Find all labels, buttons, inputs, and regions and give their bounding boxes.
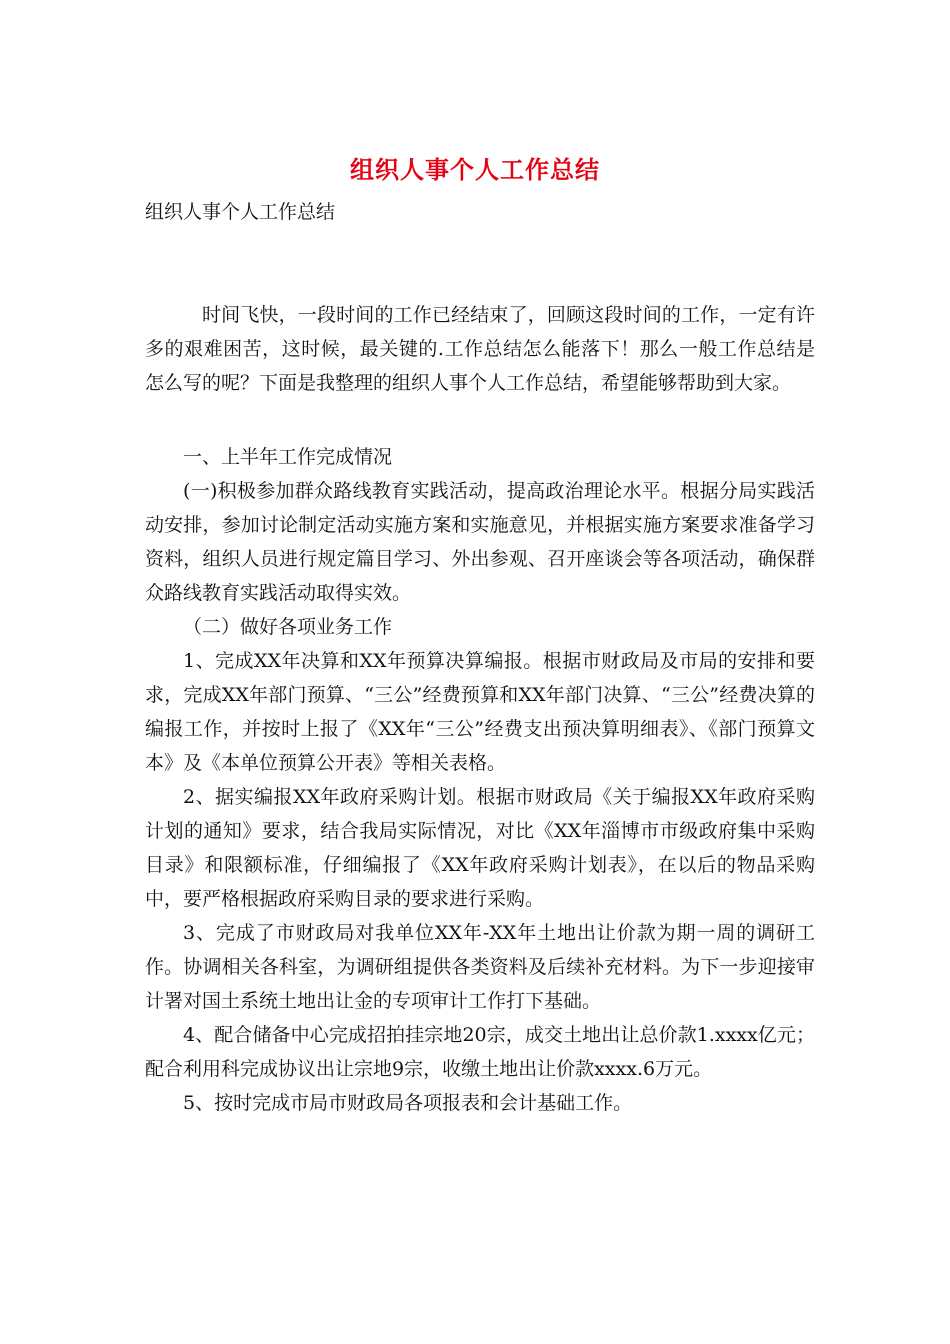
paragraph: 1、完成XX年决算和XX年预算决算编报。根据市财政局及市局的安排和要求，完成XX年部门预算、“三公”经费预算和XX年部门决算、“三公”经费决算的编报工作，并按时上报了《XX年“三公”经费支出预决算明细表》、《部门预算文本》及《本单位预算公开表》等相关表格。 [145, 650, 815, 774]
paragraph: 2、据实编报XX年政府采购计划。根据市财政局《关于编报XX年政府采购计划的通知》要求，结合我局实际情况，对比《XX年淄博市市级政府集中采购目录》和限额标准，仔细编报了《XX年政府采购计划表》，在以后的物品采购中，要严格根据政府采购目录的要求进行采购。 [145, 786, 815, 910]
document-body [145, 298, 815, 1120]
document-title: 组织人事个人工作总结 [350, 155, 600, 184]
intro-paragraph: 时间飞快，一段时间的工作已经结束了，回顾这段时间的工作，一定有许多的艰难困苦，这时候，最关键的.工作总结怎么能落下！那么一般工作总结是怎么写的呢？下面是我整理的组织人事个人工作总结，希望能够帮助到大家。 [145, 304, 815, 394]
document-subtitle: 组织人事个人工作总结 [145, 201, 336, 223]
paragraph: 4、配合储备中心完成招拍挂宗地20宗，成交土地出让总价款1.xxxx亿元；配合利用科完成协议出让宗地9宗，收缴土地出让价款xxxx.6万元。 [145, 1024, 815, 1080]
paragraph: (一)积极参加群众路线教育实践活动，提高政治理论水平。根据分局实践活动安排，参加讨论制定活动实施方案和实施意见，并根据实施方案要求准备学习资料，组织人员进行规定篇目学习、外出参观、召开座谈会等各项活动，确保群众路线教育实践活动取得实效。 [145, 480, 815, 604]
paragraph: 3、完成了市财政局对我单位XX年-XX年土地出让价款为期一周的调研工作。协调相关各科室，为调研组提供各类资料及后续补充材料。为下一步迎接审计署对国土系统土地出让金的专项审计工作打下基础。 [145, 922, 815, 1012]
subsection-heading: （二）做好各项业务工作 [183, 616, 393, 638]
paragraph: 5、按时完成市局市财政局各项报表和会计基础工作。 [183, 1092, 633, 1114]
section-heading: 一、上半年工作完成情况 [183, 446, 393, 468]
